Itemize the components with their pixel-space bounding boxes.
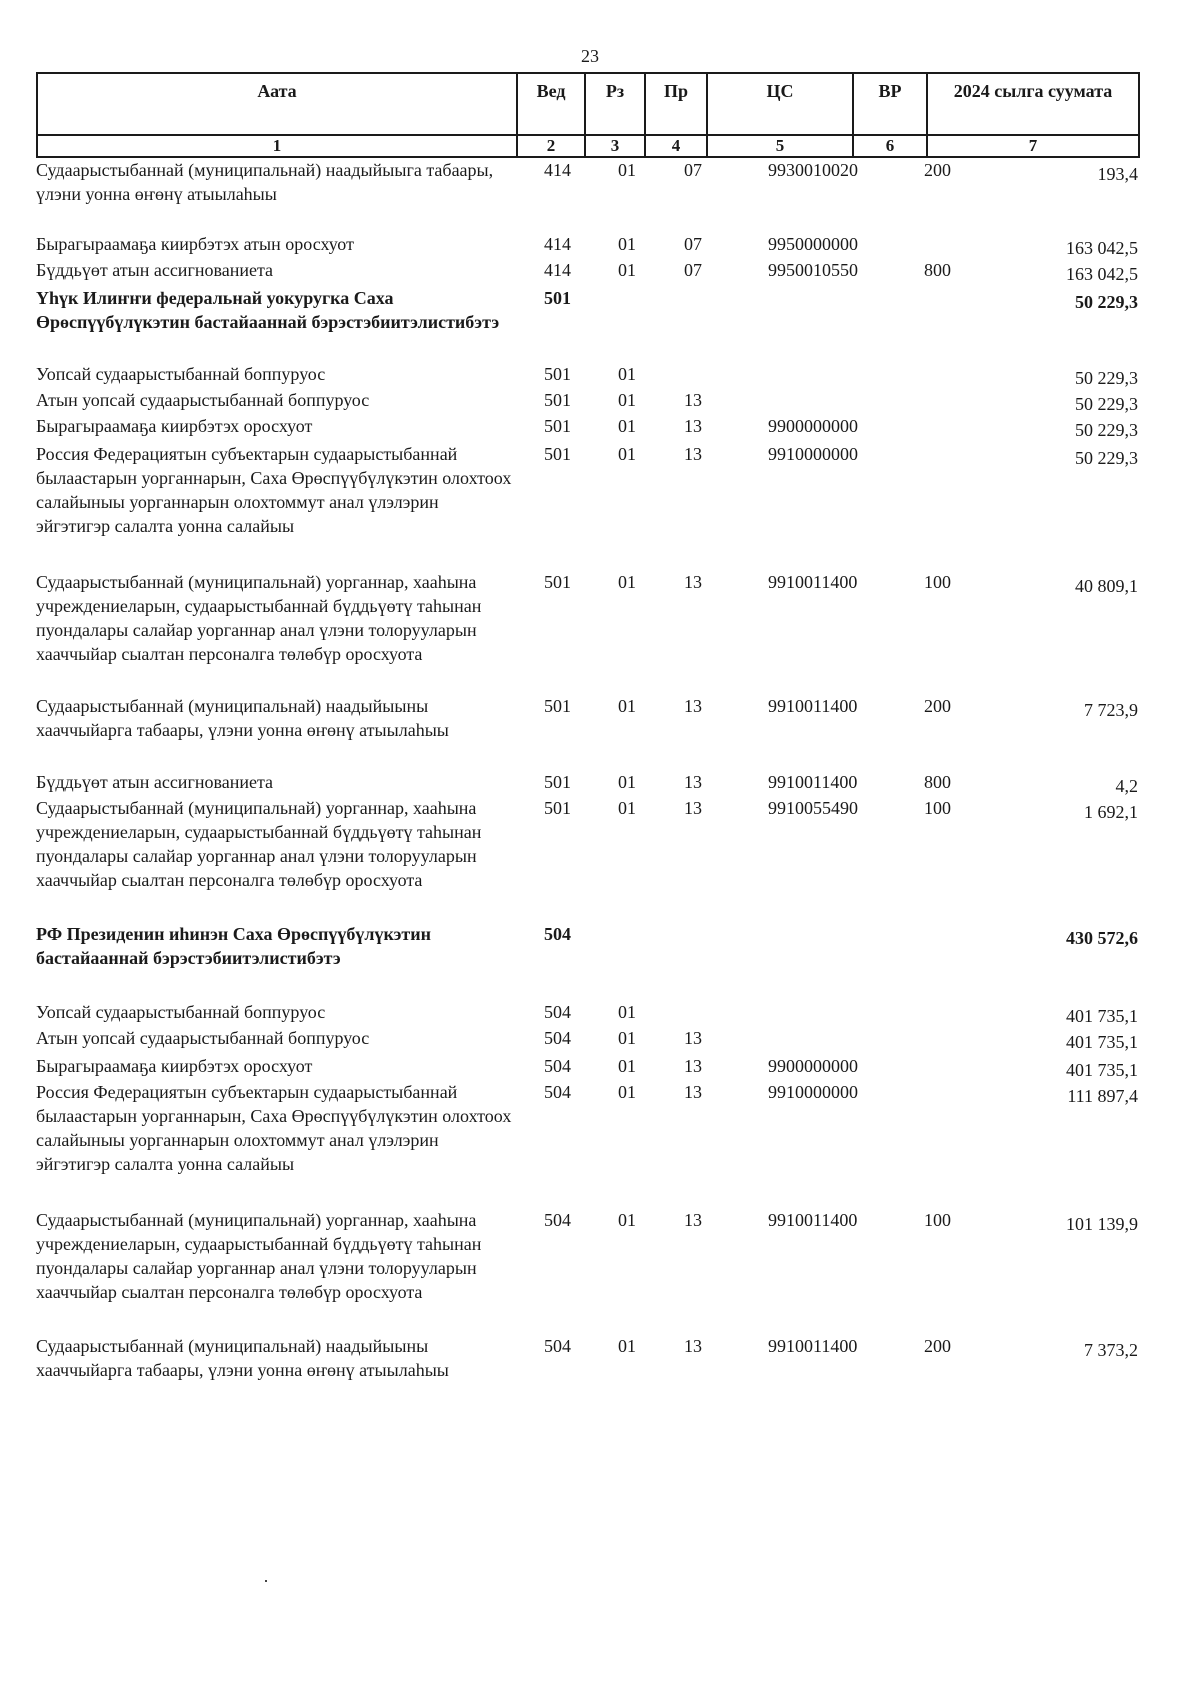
row-ved: 414	[544, 260, 571, 280]
row-name: Уопсай судаарыстыбаннай боппуруос	[36, 1002, 326, 1022]
row-ved: 504	[544, 1002, 571, 1022]
table-row	[36, 388, 1138, 414]
header-cs: ЦС	[707, 73, 853, 135]
row-vr: 200	[924, 1336, 951, 1356]
row-pr: 13	[684, 1028, 702, 1048]
row-pr: 07	[684, 260, 702, 280]
row-sum: 1 692,1	[1084, 802, 1138, 822]
row-cs: 9910011400	[768, 1210, 858, 1230]
row-name: Судаарыстыбаннай (муниципальнай) наадыйыыны хааччыйарга табаары, үлэни уонна өҥөнү атыылаһыы	[36, 1336, 449, 1380]
table-row	[36, 414, 1138, 440]
row-rz: 01	[618, 260, 636, 280]
row-pr: 13	[684, 772, 702, 792]
row-sum: 50 229,3	[1075, 420, 1138, 440]
row-name: Атын уопсай судаарыстыбаннай боппуруос	[36, 1028, 370, 1048]
row-name: Атын уопсай судаарыстыбаннай боппуруос	[36, 390, 370, 410]
row-rz: 01	[618, 798, 636, 818]
row-cs: 9910000000	[768, 1082, 858, 1102]
row-ved: 501	[544, 416, 571, 436]
row-pr: 13	[684, 444, 702, 464]
table-row	[36, 922, 1138, 998]
row-sum: 111 897,4	[1067, 1086, 1138, 1106]
row-sum: 193,4	[1097, 164, 1138, 184]
row-cs: 9910000000	[768, 444, 858, 464]
row-rz: 01	[618, 572, 636, 592]
row-name: Бүддьүөт атын ассигнованиета	[36, 772, 274, 792]
row-pr: 13	[684, 416, 702, 436]
row-vr: 100	[924, 798, 951, 818]
row-pr: 13	[684, 390, 702, 410]
row-ved: 501	[544, 288, 571, 308]
table-row	[36, 158, 1138, 230]
row-ved: 501	[544, 772, 571, 792]
table-row	[36, 1000, 1138, 1026]
table-row	[36, 258, 1138, 284]
table-row	[36, 362, 1138, 388]
row-ved: 504	[544, 1336, 571, 1356]
header-number-1: 1	[37, 135, 517, 157]
row-name: Россия Федерациятын субъектарын судаарыстыбаннай былаастарын уорганнарын, Саха Өрөспүүбүлүкэтин олохтоох салайыныы уорганнарын олохтоммут анал үлэлэрин эйгэтигэр салалта уонна салайыы	[36, 1082, 512, 1174]
row-rz: 01	[618, 1082, 636, 1102]
table-row	[36, 1080, 1138, 1206]
row-ved: 501	[544, 390, 571, 410]
row-name: Бырагыраамаҕа киирбэтэх оросхуот	[36, 1056, 313, 1076]
row-ved: 501	[544, 572, 571, 592]
row-sum: 430 572,6	[1066, 928, 1138, 948]
row-ved: 501	[544, 696, 571, 716]
row-pr: 13	[684, 1082, 702, 1102]
row-rz: 01	[618, 1210, 636, 1230]
row-rz: 01	[618, 416, 636, 436]
row-rz: 01	[618, 390, 636, 410]
table-row	[36, 1054, 1138, 1080]
row-name: Судаарыстыбаннай (муниципальнай) уорганнар, хааһына учреждениеларын, судаарыстыбаннай бүддьүөтү таһынан пуондалары салайар уорганнар анал үлэни толорууларын хааччыйар сыалтан персоналга төлөбүр оросхуота	[36, 1210, 482, 1302]
table-row	[36, 570, 1138, 692]
row-sum: 50 229,3	[1075, 394, 1138, 414]
table-row	[36, 1334, 1138, 1384]
row-name: Бырагыраамаҕа киирбэтэх оросхуот	[36, 416, 313, 436]
header-number-5: 5	[707, 135, 853, 157]
table-row	[36, 232, 1138, 258]
row-ved: 504	[544, 1056, 571, 1076]
row-rz: 01	[618, 160, 636, 180]
table-row	[36, 286, 1138, 360]
row-pr: 13	[684, 1210, 702, 1230]
row-sum: 163 042,5	[1066, 238, 1138, 258]
table-row	[36, 694, 1138, 770]
row-sum: 401 735,1	[1066, 1006, 1138, 1026]
row-rz: 01	[618, 364, 636, 384]
row-cs: 9930010020	[768, 160, 858, 180]
row-sum: 40 809,1	[1075, 576, 1138, 596]
header-number-6: 6	[853, 135, 927, 157]
table-row	[36, 796, 1138, 920]
row-ved: 504	[544, 1210, 571, 1230]
row-sum: 7 373,2	[1084, 1340, 1138, 1360]
row-pr: 07	[684, 234, 702, 254]
row-name: Судаарыстыбаннай (муниципальнай) наадыйыыны хааччыйарга табаары, үлэни уонна өҥөнү атыылаһыы	[36, 696, 449, 740]
page-number: 23	[581, 46, 599, 66]
header-number-3: 3	[585, 135, 645, 157]
row-cs: 9910011400	[768, 572, 858, 592]
table-row	[36, 1208, 1138, 1330]
row-rz: 01	[618, 444, 636, 464]
row-pr: 13	[684, 696, 702, 716]
row-sum: 101 139,9	[1066, 1214, 1138, 1234]
row-ved: 504	[544, 924, 571, 944]
header-name: Аата	[37, 73, 517, 135]
header-pr: Пр	[645, 73, 707, 135]
row-sum: 50 229,3	[1075, 448, 1138, 468]
row-name: Уопсай судаарыстыбаннай боппуруос	[36, 364, 326, 384]
row-vr: 100	[924, 572, 951, 592]
header-sum: 2024 сылга суумата	[927, 73, 1139, 135]
table-row	[36, 770, 1138, 796]
row-cs: 9900000000	[768, 1056, 858, 1076]
row-pr: 13	[684, 572, 702, 592]
row-name: Судаарыстыбаннай (муниципальнай) уорганнар, хааһына учреждениеларын, судаарыстыбаннай бүддьүөтү таһынан пуондалары салайар уорганнар анал үлэни толорууларын хааччыйар сыалтан персоналга төлөбүр оросхуота	[36, 572, 482, 664]
row-rz: 01	[618, 1056, 636, 1076]
row-name: Судаарыстыбаннай (муниципальнай) наадыйыыга табаары, үлэни уонна өҥөнү атыылаһыы	[36, 160, 494, 204]
row-sum: 50 229,3	[1075, 292, 1138, 312]
row-vr: 200	[924, 696, 951, 716]
row-ved: 504	[544, 1028, 571, 1048]
row-cs: 9910011400	[768, 1336, 858, 1356]
header-number-7: 7	[927, 135, 1139, 157]
row-vr: 800	[924, 772, 951, 792]
row-sum: 163 042,5	[1066, 264, 1138, 284]
row-name: Судаарыстыбаннай (муниципальнай) уорганнар, хааһына учреждениеларын, судаарыстыбаннай бүддьүөтү таһынан пуондалары салайар уорганнар анал үлэни толорууларын хааччыйар сыалтан персоналга төлөбүр оросхуота	[36, 798, 482, 890]
row-pr: 13	[684, 798, 702, 818]
row-sum: 401 735,1	[1066, 1032, 1138, 1052]
row-rz: 01	[618, 1002, 636, 1022]
row-ved: 501	[544, 798, 571, 818]
row-pr: 07	[684, 160, 702, 180]
row-ved: 501	[544, 444, 571, 464]
row-name: Бүддьүөт атын ассигнованиета	[36, 260, 274, 280]
header-ved: Вед	[517, 73, 585, 135]
row-vr: 100	[924, 1210, 951, 1230]
table-header	[36, 72, 1140, 158]
row-name: Россия Федерациятын субъектарын судаарыстыбаннай былаастарын уорганнарын, Саха Өрөспүүбүлүкэтин олохтоох салайыныы уорганнарын олохтоммут анал үлэлэрин эйгэтигэр салалта уонна салайыы	[36, 444, 512, 536]
row-cs: 9950010550	[768, 260, 858, 280]
row-sum: 50 229,3	[1075, 368, 1138, 388]
row-ved: 414	[544, 160, 571, 180]
row-cs: 9900000000	[768, 416, 858, 436]
row-cs: 9950000000	[768, 234, 858, 254]
row-ved: 414	[544, 234, 571, 254]
row-rz: 01	[618, 1028, 636, 1048]
row-ved: 501	[544, 364, 571, 384]
row-cs: 9910055490	[768, 798, 858, 818]
row-cs: 9910011400	[768, 696, 858, 716]
row-rz: 01	[618, 1336, 636, 1356]
row-rz: 01	[618, 696, 636, 716]
page-speck	[265, 1580, 267, 1582]
row-ved: 504	[544, 1082, 571, 1102]
row-pr: 13	[684, 1336, 702, 1356]
row-sum: 7 723,9	[1084, 700, 1138, 720]
table-row	[36, 442, 1138, 568]
row-name: Бырагыраамаҕа киирбэтэх атын оросхуот	[36, 234, 354, 254]
row-cs: 9910011400	[768, 772, 858, 792]
header-vr: ВР	[853, 73, 927, 135]
header-number-4: 4	[645, 135, 707, 157]
row-vr: 200	[924, 160, 951, 180]
row-vr: 800	[924, 260, 951, 280]
table-row	[36, 1026, 1138, 1052]
row-name: РФ Президенин иһинэн Саха Өрөспүүбүлүкэтин бастайааннай бэрэстэбиитэлистибэтэ	[36, 924, 431, 968]
row-sum: 401 735,1	[1066, 1060, 1138, 1080]
row-pr: 13	[684, 1056, 702, 1076]
row-rz: 01	[618, 234, 636, 254]
row-rz: 01	[618, 772, 636, 792]
header-number-2: 2	[517, 135, 585, 157]
row-sum: 4,2	[1115, 776, 1138, 796]
row-name: Үһүк Илиҥҥи федеральнай уокуругка Саха Өрөспүүбүлүкэтин бастайааннай бэрэстэбиитэлистибэтэ	[36, 288, 500, 332]
header-rz: Рз	[585, 73, 645, 135]
